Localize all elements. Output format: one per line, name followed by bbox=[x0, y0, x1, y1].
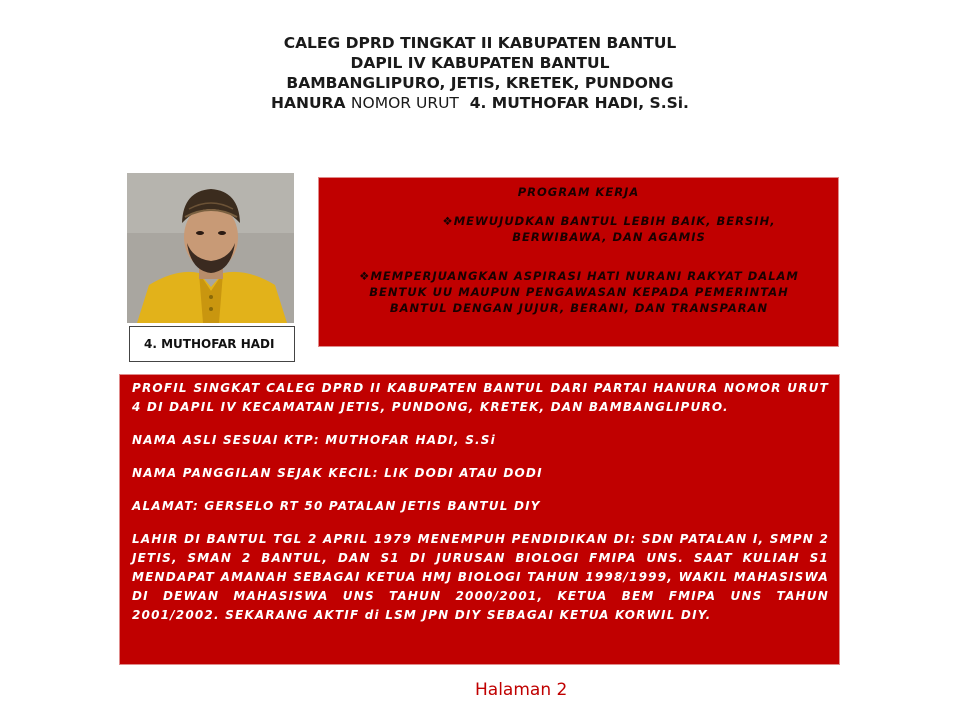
header-line-2: DAPIL IV KABUPATEN BANTUL bbox=[350, 54, 610, 72]
candidate-profile-box bbox=[119, 374, 840, 665]
page-number: Halaman 2 bbox=[475, 680, 568, 700]
profile-intro: PROFIL SINGKAT CALEG DPRD II KABUPATEN BANTUL DARI PARTAI HANURA NOMOR URUT 4 DI DAPIL IV KECAMATAN JETIS, PUNDONG, KRETEK, DAN BAMBANGLIPURO. bbox=[132, 381, 829, 414]
page-header bbox=[0, 33, 960, 113]
work-program-box bbox=[318, 177, 839, 347]
work-program-item-2 bbox=[344, 268, 814, 316]
header-line-1: CALEG DPRD TINGKAT II KABUPATEN BANTUL bbox=[283, 34, 677, 52]
header-number-label: NOMOR URUT bbox=[350, 94, 459, 112]
profile-biography: LAHIR DI BANTUL TGL 2 APRIL 1979 MENEMPUH PENDIDIKAN DI: SDN PATALAN I, SMPN 2 JETIS, SMAN 2 BANTUL, DAN S1 DI JURUSAN BIOLOGI FMIPA UNS. SAAT KULIAH S1 MENDAPAT AMANAH SEBAGAI KETUA HMJ BIOLOGI TAHUN 1998/1999, WAKIL MAHASISWA DI DEWAN MAHASISWA UNS TAHUN 2000/2001, KETUA BEM FMIPA UNS TAHUN 2001/2002. SEKARANG AKTIF di LSM JPN DIY SEBAGAI KETUA KORWIL DIY. bbox=[132, 532, 829, 622]
work-program-item-1-text: MEWUJUDKAN BANTUL LEBIH BAIK, BERSIH, BERWIBAWA, DAN AGAMIS bbox=[453, 214, 776, 244]
header-party: HANURA bbox=[271, 94, 346, 112]
diamond-bullet-icon: ❖ bbox=[442, 214, 454, 228]
profile-address: ALAMAT: GERSELO RT 50 PATALAN JETIS BANTUL DIY bbox=[132, 499, 541, 513]
candidate-photo bbox=[127, 173, 294, 323]
diamond-bullet-icon: ❖ bbox=[359, 269, 371, 283]
header-candidate-name: 4. MUTHOFAR HADI, S.Si. bbox=[469, 94, 689, 112]
candidate-portrait-illustration bbox=[127, 173, 294, 323]
header-line-3: BAMBANGLIPURO, JETIS, KRETEK, PUNDONG bbox=[286, 74, 674, 92]
header-line-4 bbox=[0, 93, 960, 113]
work-program-item-1 bbox=[399, 213, 819, 245]
profile-nickname: NAMA PANGGILAN SEJAK KECIL: LIK DODI ATAU DODI bbox=[132, 466, 543, 480]
work-program-item-2-text: MEMPERJUANGKAN ASPIRASI HATI NURANI RAKYAT DALAM BENTUK UU MAUPUN PENGAWASAN KEPADA PEMERINTAH BANTUL DENGAN JUJUR, BERANI, DAN TRANSPARAN bbox=[369, 269, 799, 315]
candidate-name-caption: 4. MUTHOFAR HADI bbox=[129, 326, 295, 362]
work-program-title: PROGRAM KERJA bbox=[517, 185, 640, 199]
profile-real-name: NAMA ASLI SESUAI KTP: MUTHOFAR HADI, S.Si bbox=[132, 433, 496, 447]
